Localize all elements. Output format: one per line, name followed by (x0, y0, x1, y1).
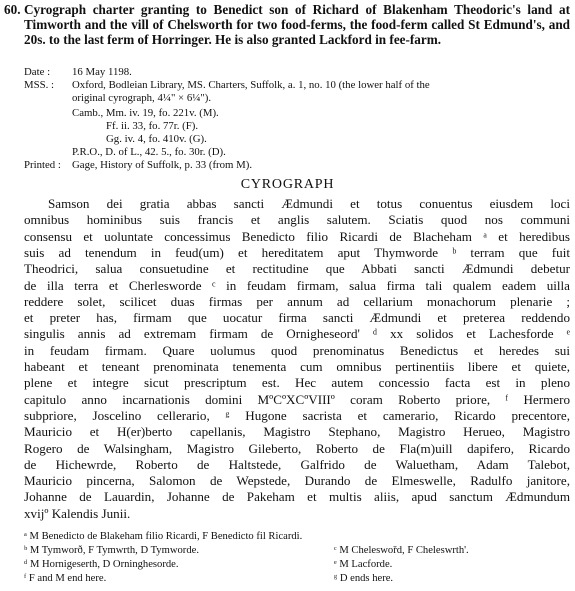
charter-line: Mauricio pincerna, Salomon de Wepstede, Durando de Elmeswelle, Radulfo janitore, (24, 473, 570, 489)
charter-line: capitulo anno incarnationis domini MºCºXCºVIIIº coram Roberto priore, ᶠ Hermero (24, 391, 570, 407)
entry-heading: Cyrograph charter granting to Benedict son of Richard of Blakenham Theodoric's land at Timworth and the vill of Chelsworth for two food-ferms, the food-ferm called St Edmund's, and 20s. to the last ferm of Horringer. He is also granted Lackford in fee-farm. (24, 2, 570, 47)
footnote-g: ᵍ D ends here. (334, 573, 394, 584)
charter-line: reddere solet, scilicet duas firmas per annum ad cellarium monachorum plenarie ; (24, 293, 570, 309)
footnote-a: ᵃ M Benedicto de Blakeham filio Ricardi, F Benedicto fil Ricardi. (24, 531, 303, 542)
date-value: 16 May 1198. (72, 66, 132, 78)
charter-line: consensu et uoluntate concessimus Benedicto filio Ricardi de Blacheham ᵃ et heredibus (24, 228, 570, 244)
charter-line: xvijº Kalendis Junii. (24, 505, 131, 521)
charter-line: in feudam firmam. Quare uolumus quod prenominatus Benedictus et heredes sui (24, 342, 570, 358)
charter-line: Rogero de Walsingham, Magistro Gileberto, Roberto de Fla(m)uill dapifero, Ricardo (24, 440, 570, 456)
charter-line: suis ad tenendum in feud(um) et hereditatem aput Thymworde ᵇ terram que fuit (24, 244, 570, 260)
charter-line: Johanne de Lauardin, Johanne de Pakeham et multis aliis, apud sanctum Ædmundum (24, 489, 570, 505)
printed-label: Printed : (24, 159, 61, 171)
mss-line (24, 79, 430, 92)
charter-line: singulis annis ad extremam firmam de Ornigheseord' ᵈ xx solidos et Lachesforde ᵉ (24, 326, 570, 342)
charter-line: plene et integre sicut prescriptum est. Hec autem concessio facta est in pleno (24, 375, 570, 391)
mss-line-1: Oxford, Bodleian Library, MS. Charters, Suffolk, a. 1, no. 10 (the lower half of the (72, 79, 430, 91)
charter-line: Theodrici, salua consuetudine et rectitudine que Abbati sancti Ædmundi debetur (24, 261, 570, 277)
pro-line: P.R.O., D. of L., 42. 5., fo. 30r. (D). (72, 146, 226, 158)
footnote-f: ᶠ F and M end here. (24, 573, 107, 584)
charter-line: de illa terra et Cherlesworde ᶜ in feudam firmam, salua firma tali qualem eadem uilla (24, 277, 570, 293)
charter-line: Samson dei gratia abbas sancti Ædmundi et totus conuentus eiusdem loci (48, 196, 570, 211)
charter-line: subpriore, Joscelino cellerario, ᵍ Hugone sacrista et camerario, Ricardo precentore, (24, 407, 570, 423)
manuscript-metadata (24, 66, 570, 171)
camb-line-2: Ff. ii. 33, fo. 77r. (F). (106, 120, 199, 132)
date-label: Date : (24, 66, 51, 78)
section-title: CYROGRAPH (240, 177, 335, 192)
date-line (24, 66, 132, 79)
camb-line-1: Camb., Mm. iv. 19, fo. 221v. (M). (72, 107, 219, 119)
charter-line: et preter has, firmam que uocatur firma sancti Ædmundi et preterea reddendo (24, 310, 570, 326)
charter-line: omnibus hominibus suis francis et anglis salutem. Sciatis quod nos communi (24, 212, 570, 228)
camb-line-3: Gg. iv. 4, fo. 410v. (G). (106, 133, 207, 145)
charter-line: habeant et teneant prenominata tenementa cum omnibus pertinentiis libere et quiete, (24, 359, 570, 374)
footnote-b: ᵇ M Tymworð, F Tymwrth, D Tymworde. (24, 545, 199, 556)
mss-line-2: original cyrograph, 4¼" × 6¼"). (72, 92, 212, 104)
entry-number: 60. (4, 2, 21, 17)
mss-label: MSS. : (24, 79, 55, 91)
charter-line: de Hichewrde, Roberto de Haltstede, Galfrido de Waluetham, Adam Talebot, (24, 456, 570, 472)
footnote-c: ᶜ M Cheleswořd, F Cheleswrth'. (334, 545, 469, 556)
printed-line (24, 159, 252, 172)
printed-value: Gage, History of Suffolk, p. 33 (from M). (72, 159, 253, 171)
footnote-d: ᵈ M Hornigeserth, D Orninghesorde. (24, 559, 179, 570)
footnote-e: ᵉ M Lacforde. (334, 559, 393, 570)
charter-line: Mauricio et H(er)berto capellanis, Magistro Stephano, Magistro Herueo, Magistro (24, 424, 570, 440)
